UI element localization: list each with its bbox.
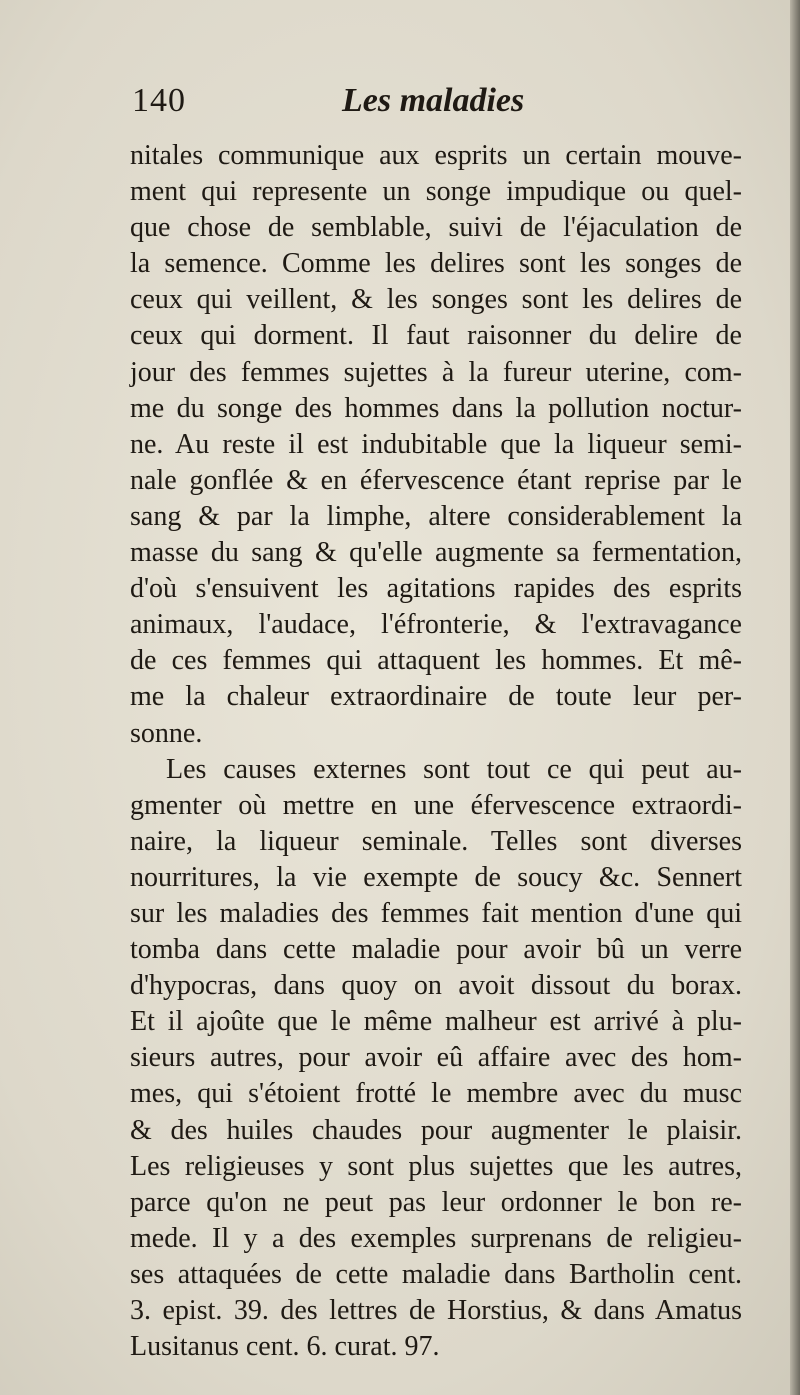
text-line: Les religieuses y sont plus sujettes que les autres, bbox=[130, 1150, 742, 1182]
text-line: me du songe des hommes dans la pollution noctur- bbox=[130, 392, 742, 424]
text-line: sonne. bbox=[130, 717, 203, 749]
text-line: mes, qui s'étoient frotté le membre avec du musc bbox=[130, 1078, 742, 1110]
text-line: ment qui represente un songe impudique ou quel- bbox=[130, 176, 742, 208]
body-text bbox=[130, 138, 742, 1365]
text-line: mede. Il y a des exemples surprenans de religieu- bbox=[130, 1222, 742, 1254]
running-title: Les maladies bbox=[342, 82, 525, 119]
text-line: animaux, l'audace, l'éfronterie, & l'extravagance bbox=[130, 609, 742, 641]
text-line: Lusitanus cent. 6. curat. 97. bbox=[130, 1331, 440, 1363]
text-line: d'où s'ensuivent les agitations rapides des esprits bbox=[130, 573, 742, 605]
text-line: nourritures, la vie exempte de soucy &c. Sennert bbox=[130, 861, 742, 893]
text-line: que chose de semblable, suivi de l'éjaculation de bbox=[130, 212, 742, 244]
text-line: ses attaquées de cette maladie dans Bartholin cent. bbox=[130, 1258, 742, 1290]
text-line: nale gonflée & en éfervescence étant reprise par le bbox=[130, 464, 742, 496]
text-line: d'hypocras, dans quoy on avoit dissout du borax. bbox=[130, 970, 742, 1002]
text-line: Les causes externes sont tout ce qui peut au- bbox=[166, 753, 742, 785]
text-line: ne. Au reste il est indubitable que la liqueur semi- bbox=[130, 428, 742, 460]
text-line: sur les maladies des femmes fait mention d'une qui bbox=[130, 897, 742, 929]
text-line: de ces femmes qui attaquent les hommes. Et mê- bbox=[130, 645, 742, 677]
text-line: Et il ajoûte que le même malheur est arrivé à plu- bbox=[130, 1006, 742, 1038]
text-line: me la chaleur extraordinaire de toute leur per- bbox=[130, 681, 742, 713]
text-line: gmenter où mettre en une éfervescence extraordi- bbox=[130, 789, 742, 821]
text-line: la semence. Comme les delires sont les songes de bbox=[130, 248, 742, 280]
text-line: & des huiles chaudes pour augmenter le plaisir. bbox=[130, 1114, 742, 1146]
page-number: 140 bbox=[132, 82, 186, 119]
text-line: sieurs autres, pour avoir eû affaire avec des hom- bbox=[130, 1042, 742, 1074]
text-line: sang & par la limphe, altere considerablement la bbox=[130, 500, 742, 532]
text-line: jour des femmes sujettes à la fureur uterine, com- bbox=[130, 356, 742, 388]
text-line: tomba dans cette maladie pour avoir bû un verre bbox=[130, 934, 742, 966]
text-line: parce qu'on ne peut pas leur ordonner le bon re- bbox=[130, 1186, 742, 1218]
text-line: naire, la liqueur seminale. Telles sont diverses bbox=[130, 825, 742, 857]
text-line: masse du sang & qu'elle augmente sa fermentation, bbox=[130, 537, 742, 569]
page-edge bbox=[790, 0, 800, 1395]
page-header bbox=[132, 82, 752, 128]
text-line: nitales communique aux esprits un certain mouve- bbox=[130, 140, 742, 171]
text-line: ceux qui veillent, & les songes sont les delires de bbox=[130, 284, 742, 316]
text-line: 3. epist. 39. des lettres de Horstius, & dans Amatus bbox=[130, 1295, 742, 1326]
text-line: ceux qui dorment. Il faut raisonner du delire de bbox=[130, 320, 742, 352]
